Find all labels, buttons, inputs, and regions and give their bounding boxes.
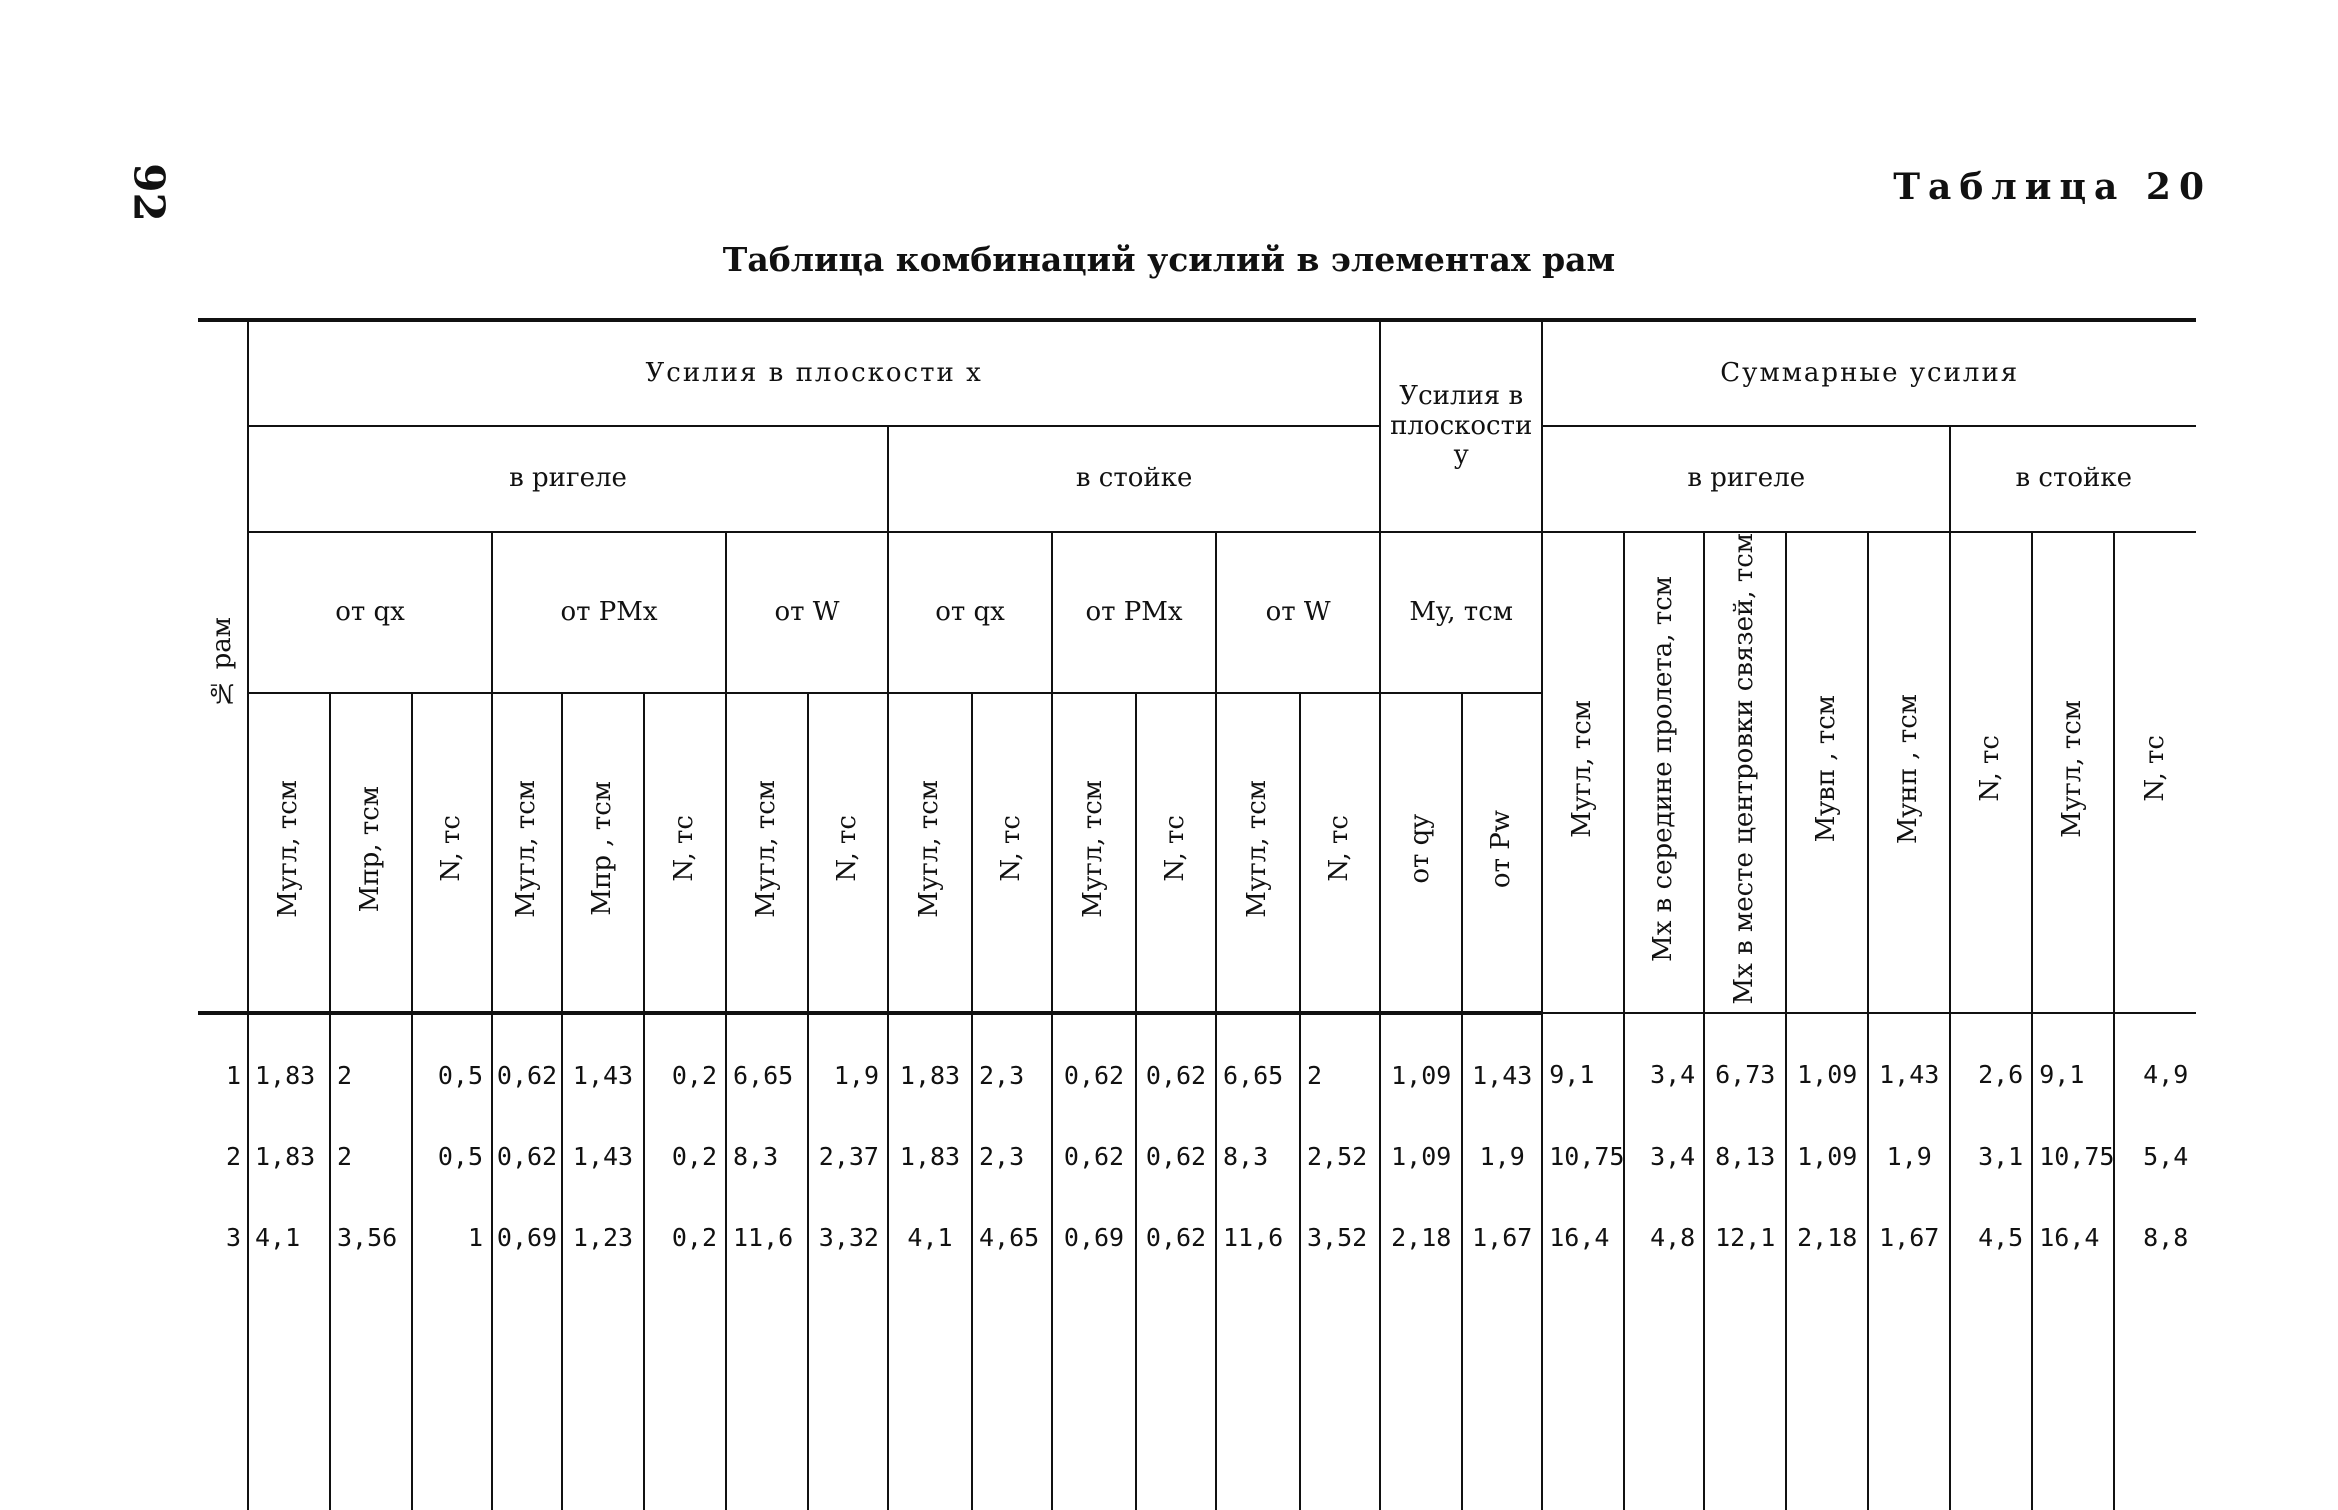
header-leaf: Mугл, тсм	[2032, 532, 2114, 1013]
table-body	[198, 1013, 2196, 1510]
header-stoyka-w: от W	[1216, 532, 1380, 693]
header-group-x: Усилия в плоскости x	[248, 320, 1380, 426]
table-cell: 4,9	[2114, 1013, 2196, 1116]
table-cell: 8,13	[1704, 1116, 1786, 1197]
forces-combination-table	[198, 318, 2196, 1510]
table-cell: 8,3	[1216, 1116, 1300, 1197]
empty-cell	[1624, 1278, 1704, 1510]
header-x-stoyka: в стойке	[888, 426, 1380, 532]
empty-cell	[2114, 1278, 2196, 1510]
table-cell: 4,5	[1950, 1197, 2032, 1278]
empty-cell	[412, 1278, 492, 1510]
table-cell: 3,1	[1950, 1116, 2032, 1197]
table-cell: 3,32	[808, 1197, 888, 1278]
table-cell: 2,52	[1300, 1116, 1380, 1197]
table-cell: 0,62	[1052, 1116, 1136, 1197]
table-cell: 6,73	[1704, 1013, 1786, 1116]
header-leaf: N, тс	[808, 693, 888, 1013]
table-cell: 1,09	[1786, 1116, 1868, 1197]
table-cell: 16,4	[1542, 1197, 1624, 1278]
table-cell: 10,75	[2032, 1116, 2114, 1197]
header-leaf: Mугл, тсм	[888, 693, 972, 1013]
header-leaf: N, тс	[1136, 693, 1216, 1013]
header-rigel-qx: от qx	[248, 532, 492, 693]
table-label: Таблица 20	[1893, 166, 2212, 208]
header-rigel-w: от W	[726, 532, 888, 693]
table-cell: 1,9	[1868, 1116, 1950, 1197]
table-cell: 0,5	[412, 1013, 492, 1116]
table-filler-row	[198, 1278, 2196, 1510]
page-number: 92	[124, 163, 174, 222]
header-leaf: N, тс	[644, 693, 726, 1013]
header-leaf: Mугл, тсм	[492, 693, 562, 1013]
table-cell: 4,1	[888, 1197, 972, 1278]
row-number-cell: 3	[225, 1223, 241, 1253]
table-cell: 0,2	[644, 1116, 726, 1197]
table-cell: 3,52	[1300, 1197, 1380, 1278]
table-cell: 0,62	[492, 1116, 562, 1197]
table-cell: 3,4	[1624, 1013, 1704, 1116]
table-cell: 9,1	[1542, 1013, 1624, 1116]
table-cell: 0,2	[644, 1197, 726, 1278]
table-cell: 2,18	[1380, 1197, 1462, 1278]
header-leaf: от qy	[1380, 693, 1462, 1013]
header-leaf: Myнп , тсм	[1868, 532, 1950, 1013]
header-group-y: Усилия в плоскости y	[1380, 320, 1542, 532]
header-leaf: N, тс	[412, 693, 492, 1013]
row-number-cell: 2	[225, 1142, 241, 1172]
header-leaf: Mугл, тсм	[1052, 693, 1136, 1013]
table-row	[198, 1197, 2196, 1278]
table-cell: 1,43	[1868, 1013, 1950, 1116]
empty-cell	[644, 1278, 726, 1510]
table-cell: 5,4	[2114, 1116, 2196, 1197]
table-cell: 4,8	[1624, 1197, 1704, 1278]
table-cell: 2	[1300, 1013, 1380, 1116]
table-cell: 1,43	[562, 1116, 644, 1197]
header-rigel-pm: от PМx	[492, 532, 726, 693]
header-leaf: Mx в месте центровки связей, тсм	[1704, 532, 1786, 1013]
empty-cell	[1542, 1278, 1624, 1510]
table-cell: 2,18	[1786, 1197, 1868, 1278]
table-cell: 1,83	[248, 1013, 330, 1116]
table-title: Таблица комбинаций усилий в элементах рам	[722, 240, 1616, 279]
table-cell: 0,5	[412, 1116, 492, 1197]
header-sum-rigel: в ригеле	[1542, 426, 1950, 532]
table-cell: 1,43	[562, 1013, 644, 1116]
empty-cell	[808, 1278, 888, 1510]
table-cell: 9,1	[2032, 1013, 2114, 1116]
header-sum-stoyka: в стойке	[1950, 426, 2196, 532]
empty-cell	[198, 1278, 248, 1510]
table-cell: 1,83	[248, 1116, 330, 1197]
empty-cell	[1380, 1278, 1462, 1510]
row-number-cell: 1	[225, 1061, 241, 1091]
table-cell: 3,56	[330, 1197, 412, 1278]
table-cell: 1,67	[1868, 1197, 1950, 1278]
header-stoyka-pm: от PМx	[1052, 532, 1216, 693]
header-x-rigel: в ригеле	[248, 426, 888, 532]
table-cell: 1,09	[1380, 1116, 1462, 1197]
table-cell: 0,69	[492, 1197, 562, 1278]
table-row	[198, 1116, 2196, 1197]
header-leaf: N, тс	[972, 693, 1052, 1013]
empty-cell	[1868, 1278, 1950, 1510]
table-cell: 10,75	[1542, 1116, 1624, 1197]
table-cell: 0,62	[1136, 1013, 1216, 1116]
empty-cell	[1136, 1278, 1216, 1510]
table-cell: 2,6	[1950, 1013, 2032, 1116]
table-cell: 2,37	[808, 1116, 888, 1197]
table-cell: 2	[330, 1013, 412, 1116]
table-cell: 1,9	[808, 1013, 888, 1116]
table-cell: 8,8	[2114, 1197, 2196, 1278]
header-leaf: N, тс	[1300, 693, 1380, 1013]
table-cell: 0,62	[1136, 1116, 1216, 1197]
header-leaf: N, тс	[1950, 532, 2032, 1013]
header-stoyka-qx: от qx	[888, 532, 1052, 693]
header-frame-number: № рам	[198, 320, 248, 1013]
empty-cell	[1052, 1278, 1136, 1510]
table-cell: 1,9	[1462, 1116, 1542, 1197]
table-cell: 1	[412, 1197, 492, 1278]
table-cell: 0,62	[492, 1013, 562, 1116]
empty-cell	[248, 1278, 330, 1510]
header-leaf: Mугл, тсм	[1216, 693, 1300, 1013]
empty-cell	[1300, 1278, 1380, 1510]
header-leaf: Mугл, тсм	[248, 693, 330, 1013]
header-leaf: Mпр, тсм	[330, 693, 412, 1013]
header-my: My, тсм	[1380, 532, 1542, 693]
table-cell: 0,2	[644, 1013, 726, 1116]
empty-cell	[726, 1278, 808, 1510]
empty-cell	[1786, 1278, 1868, 1510]
table-cell: 2,3	[972, 1013, 1052, 1116]
empty-cell	[888, 1278, 972, 1510]
empty-cell	[972, 1278, 1052, 1510]
table-cell: 11,6	[726, 1197, 808, 1278]
empty-cell	[1462, 1278, 1542, 1510]
empty-cell	[2032, 1278, 2114, 1510]
empty-cell	[1950, 1278, 2032, 1510]
header-leaf: от Pw	[1462, 693, 1542, 1013]
table-cell: 6,65	[726, 1013, 808, 1116]
table-cell: 1,83	[888, 1116, 972, 1197]
table-cell: 0,69	[1052, 1197, 1136, 1278]
table-cell: 1,83	[888, 1013, 972, 1116]
header-leaf: Mугл, тсм	[1542, 532, 1624, 1013]
table-cell: 1,23	[562, 1197, 644, 1278]
table-cell: 1,43	[1462, 1013, 1542, 1116]
empty-cell	[330, 1278, 412, 1510]
table-cell: 4,65	[972, 1197, 1052, 1278]
header-leaf: Mx в середине пролета, тсм	[1624, 532, 1704, 1013]
empty-cell	[1704, 1278, 1786, 1510]
table-cell: 0,62	[1052, 1013, 1136, 1116]
table-cell: 0,62	[1136, 1197, 1216, 1278]
empty-cell	[492, 1278, 562, 1510]
table-cell: 8,3	[726, 1116, 808, 1197]
header-group-sum: Суммарные усилия	[1542, 320, 2196, 426]
table-cell: 1,67	[1462, 1197, 1542, 1278]
table-cell: 1,09	[1380, 1013, 1462, 1116]
table-cell: 4,1	[248, 1197, 330, 1278]
header-leaf: Myвп , тсм	[1786, 532, 1868, 1013]
table-cell: 6,65	[1216, 1013, 1300, 1116]
header-leaf: N, тс	[2114, 532, 2196, 1013]
header-leaf: Mугл, тсм	[726, 693, 808, 1013]
table-cell: 12,1	[1704, 1197, 1786, 1278]
table-cell: 11,6	[1216, 1197, 1300, 1278]
table-cell: 2,3	[972, 1116, 1052, 1197]
table-cell: 3,4	[1624, 1116, 1704, 1197]
table-row	[198, 1013, 2196, 1116]
table-cell: 2	[330, 1116, 412, 1197]
header-leaf: Mпр , тсм	[562, 693, 644, 1013]
empty-cell	[1216, 1278, 1300, 1510]
table-cell: 1,09	[1786, 1013, 1868, 1116]
table-cell: 16,4	[2032, 1197, 2114, 1278]
empty-cell	[562, 1278, 644, 1510]
